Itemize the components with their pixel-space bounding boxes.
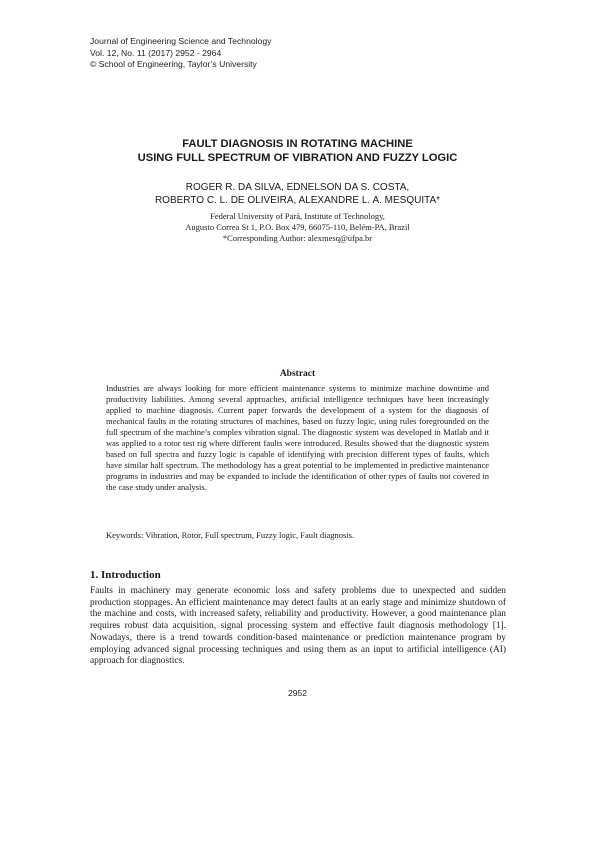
keywords: Keywords: Vibration, Rotor, Full spectrum, Fuzzy logic, Fault diagnosis. bbox=[106, 530, 355, 540]
author-list bbox=[60, 181, 535, 207]
authors-line-1: ROGER R. DA SILVA, EDNELSON DA S. COSTA, bbox=[185, 182, 410, 193]
journal-copyright: © School of Engineering, Taylor’s University bbox=[90, 59, 257, 69]
section-heading-introduction: 1. Introduction bbox=[90, 569, 161, 581]
abstract-heading: Abstract bbox=[279, 369, 316, 379]
affiliation-line-2: Augusto Correa St 1, P.O. Box 479, 66075-110, Belém-PA, Brazil bbox=[185, 222, 410, 232]
affiliation bbox=[60, 211, 535, 244]
journal-volume: Vol. 12, No. 11 (2017) 2952 - 2964 bbox=[90, 47, 222, 58]
introduction-text: Faults in machinery may generate economic loss and safety problems due to unexpected and sudden production stoppages. An efficient maintenance may detect faults at an early stage and minimize shutdown of the machine and costs, with increased safety, reliability and productivity. However, a good maintenance plan requires robust data acquisition, signal processing system and effective fault diagnosis methodology [1]. Nowadays, there is a trend towards condition-based maintenance or prediction maintenance program by employing advanced signal processing techniques and using them as an input to artificial intelligence (AI) approach for diagnostics. bbox=[90, 586, 506, 667]
affiliation-line-1: Federal University of Pará, Institute of Technology, bbox=[210, 211, 385, 221]
journal-name: Journal of Engineering Science and Technology bbox=[90, 36, 272, 46]
authors-line-2: ROBERTO C. L. DE OLIVEIRA, ALEXANDRE L. A. MESQUITA* bbox=[154, 195, 441, 206]
journal-header bbox=[90, 36, 390, 71]
abstract-text: Industries are always looking for more efficient maintenance systems to minimize machine downtime and productivity liabilities. Among several approaches, artificial intelligence techniques have been increasingly applied to machine diagnosis. Current paper forwards the development of a system for the diagnosis of mechanical faults in the rotating structures of machines, based on fuzzy logic, using rules foregrounded on the full spectrum of the machine’s complex vibration signal. The diagnostic system was developed in Matlab and it was applied to a rotor test rig where different faults were introduced. Results showed that the diagnostic system based on full spectra and fuzzy logic is capable of identifying with precision different types of faults, which have similar half spectrum. The methodology has a great potential to be implemented in predictive maintenance programs in industries and may be expanded to include the identification of other types of faults not covered in the case study under analysis. bbox=[106, 383, 489, 492]
title-line-2: USING FULL SPECTRUM OF VIBRATION AND FUZZY LOGIC bbox=[137, 151, 458, 164]
corresponding-author: *Corresponding Author: alexmesq@ufpa.br bbox=[222, 233, 373, 243]
paper-title bbox=[60, 138, 535, 165]
title-line-1: FAULT DIAGNOSIS IN ROTATING MACHINE bbox=[182, 138, 413, 150]
page-number: 2952 bbox=[288, 688, 307, 698]
